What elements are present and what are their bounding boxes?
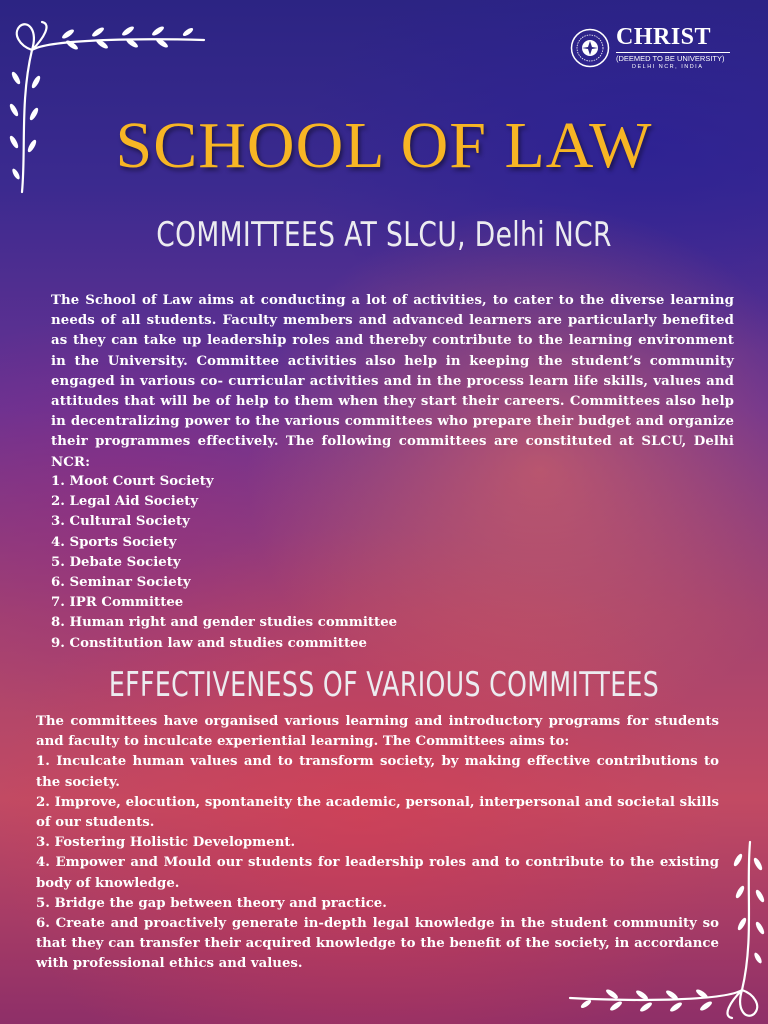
logo-name: CHRIST — [616, 24, 712, 50]
logo-divider — [616, 52, 730, 53]
effectiveness-section — [36, 712, 719, 975]
list-item: 6. Seminar Society — [51, 575, 191, 591]
page-title: SCHOOL OF LAW — [115, 109, 653, 182]
page-subtitle: COMMITTEES AT SLCU, Delhi NCR — [156, 215, 612, 255]
committees-list — [51, 472, 397, 654]
logo-subtitle: (DEEMED TO BE UNIVERSITY) — [616, 54, 725, 63]
list-item: 4. Sports Society — [51, 534, 177, 550]
list-item: 2. Legal Aid Society — [51, 494, 199, 510]
university-logo — [570, 26, 740, 72]
list-item: 9. Constitution law and studies committee — [51, 635, 368, 651]
list-item: 1. Moot Court Society — [51, 474, 214, 489]
effectiveness-heading: EFFECTIVENESS OF VARIOUS COMMITTEES — [108, 665, 660, 705]
list-item: 6. Create and proactively generate in-depth legal knowledge in the student community so that they can transfer their acquired knowledge to the benefit of the society, in accordance with professional ethics and values. — [36, 916, 719, 972]
list-item: 5. Debate Society — [51, 554, 181, 570]
logo-location: DELHI NCR, INDIA — [632, 64, 704, 70]
effectiveness-intro: The committees have organised various learning and introductory programs for students and faculty to inculcate experiential learning. The Committees aims to: — [36, 714, 719, 750]
list-item: 3. Cultural Society — [51, 514, 190, 530]
list-item: 1. Inculcate human values and to transform society, by making effective contributions to the society. — [36, 754, 719, 790]
list-item: 7. IPR Committee — [51, 595, 184, 611]
intro-paragraph: The School of Law aims at conducting a lot of activities, to cater to the diverse learning needs of all students. Faculty members and advanced learners are particularly benefited as they can take up leadership roles and thereby contribute to the learning environment in the University. Committee activities also help in keeping the student’s community engaged in various co- curricular activities and in the process learn life skills, values and attitudes that will be of help to them when they start their careers. Committees also help in decentralizing power to the various committees who prepare their budget and organize their programmes effectively. The following committees are constituted at SLCU, Delhi NCR: — [51, 293, 734, 470]
list-item: 8. Human right and gender studies committee — [51, 615, 398, 631]
list-item: 3. Fostering Holistic Development. — [36, 835, 296, 851]
university-seal-icon — [570, 28, 610, 68]
list-item: 5. Bridge the gap between theory and practice. — [36, 895, 387, 911]
list-item: 4. Empower and Mould our students for leadership roles and to contribute to the existing body of knowledge. — [36, 855, 719, 891]
list-item: 2. Improve, elocution, spontaneity the academic, personal, interpersonal and societal skills of our students. — [36, 794, 719, 831]
